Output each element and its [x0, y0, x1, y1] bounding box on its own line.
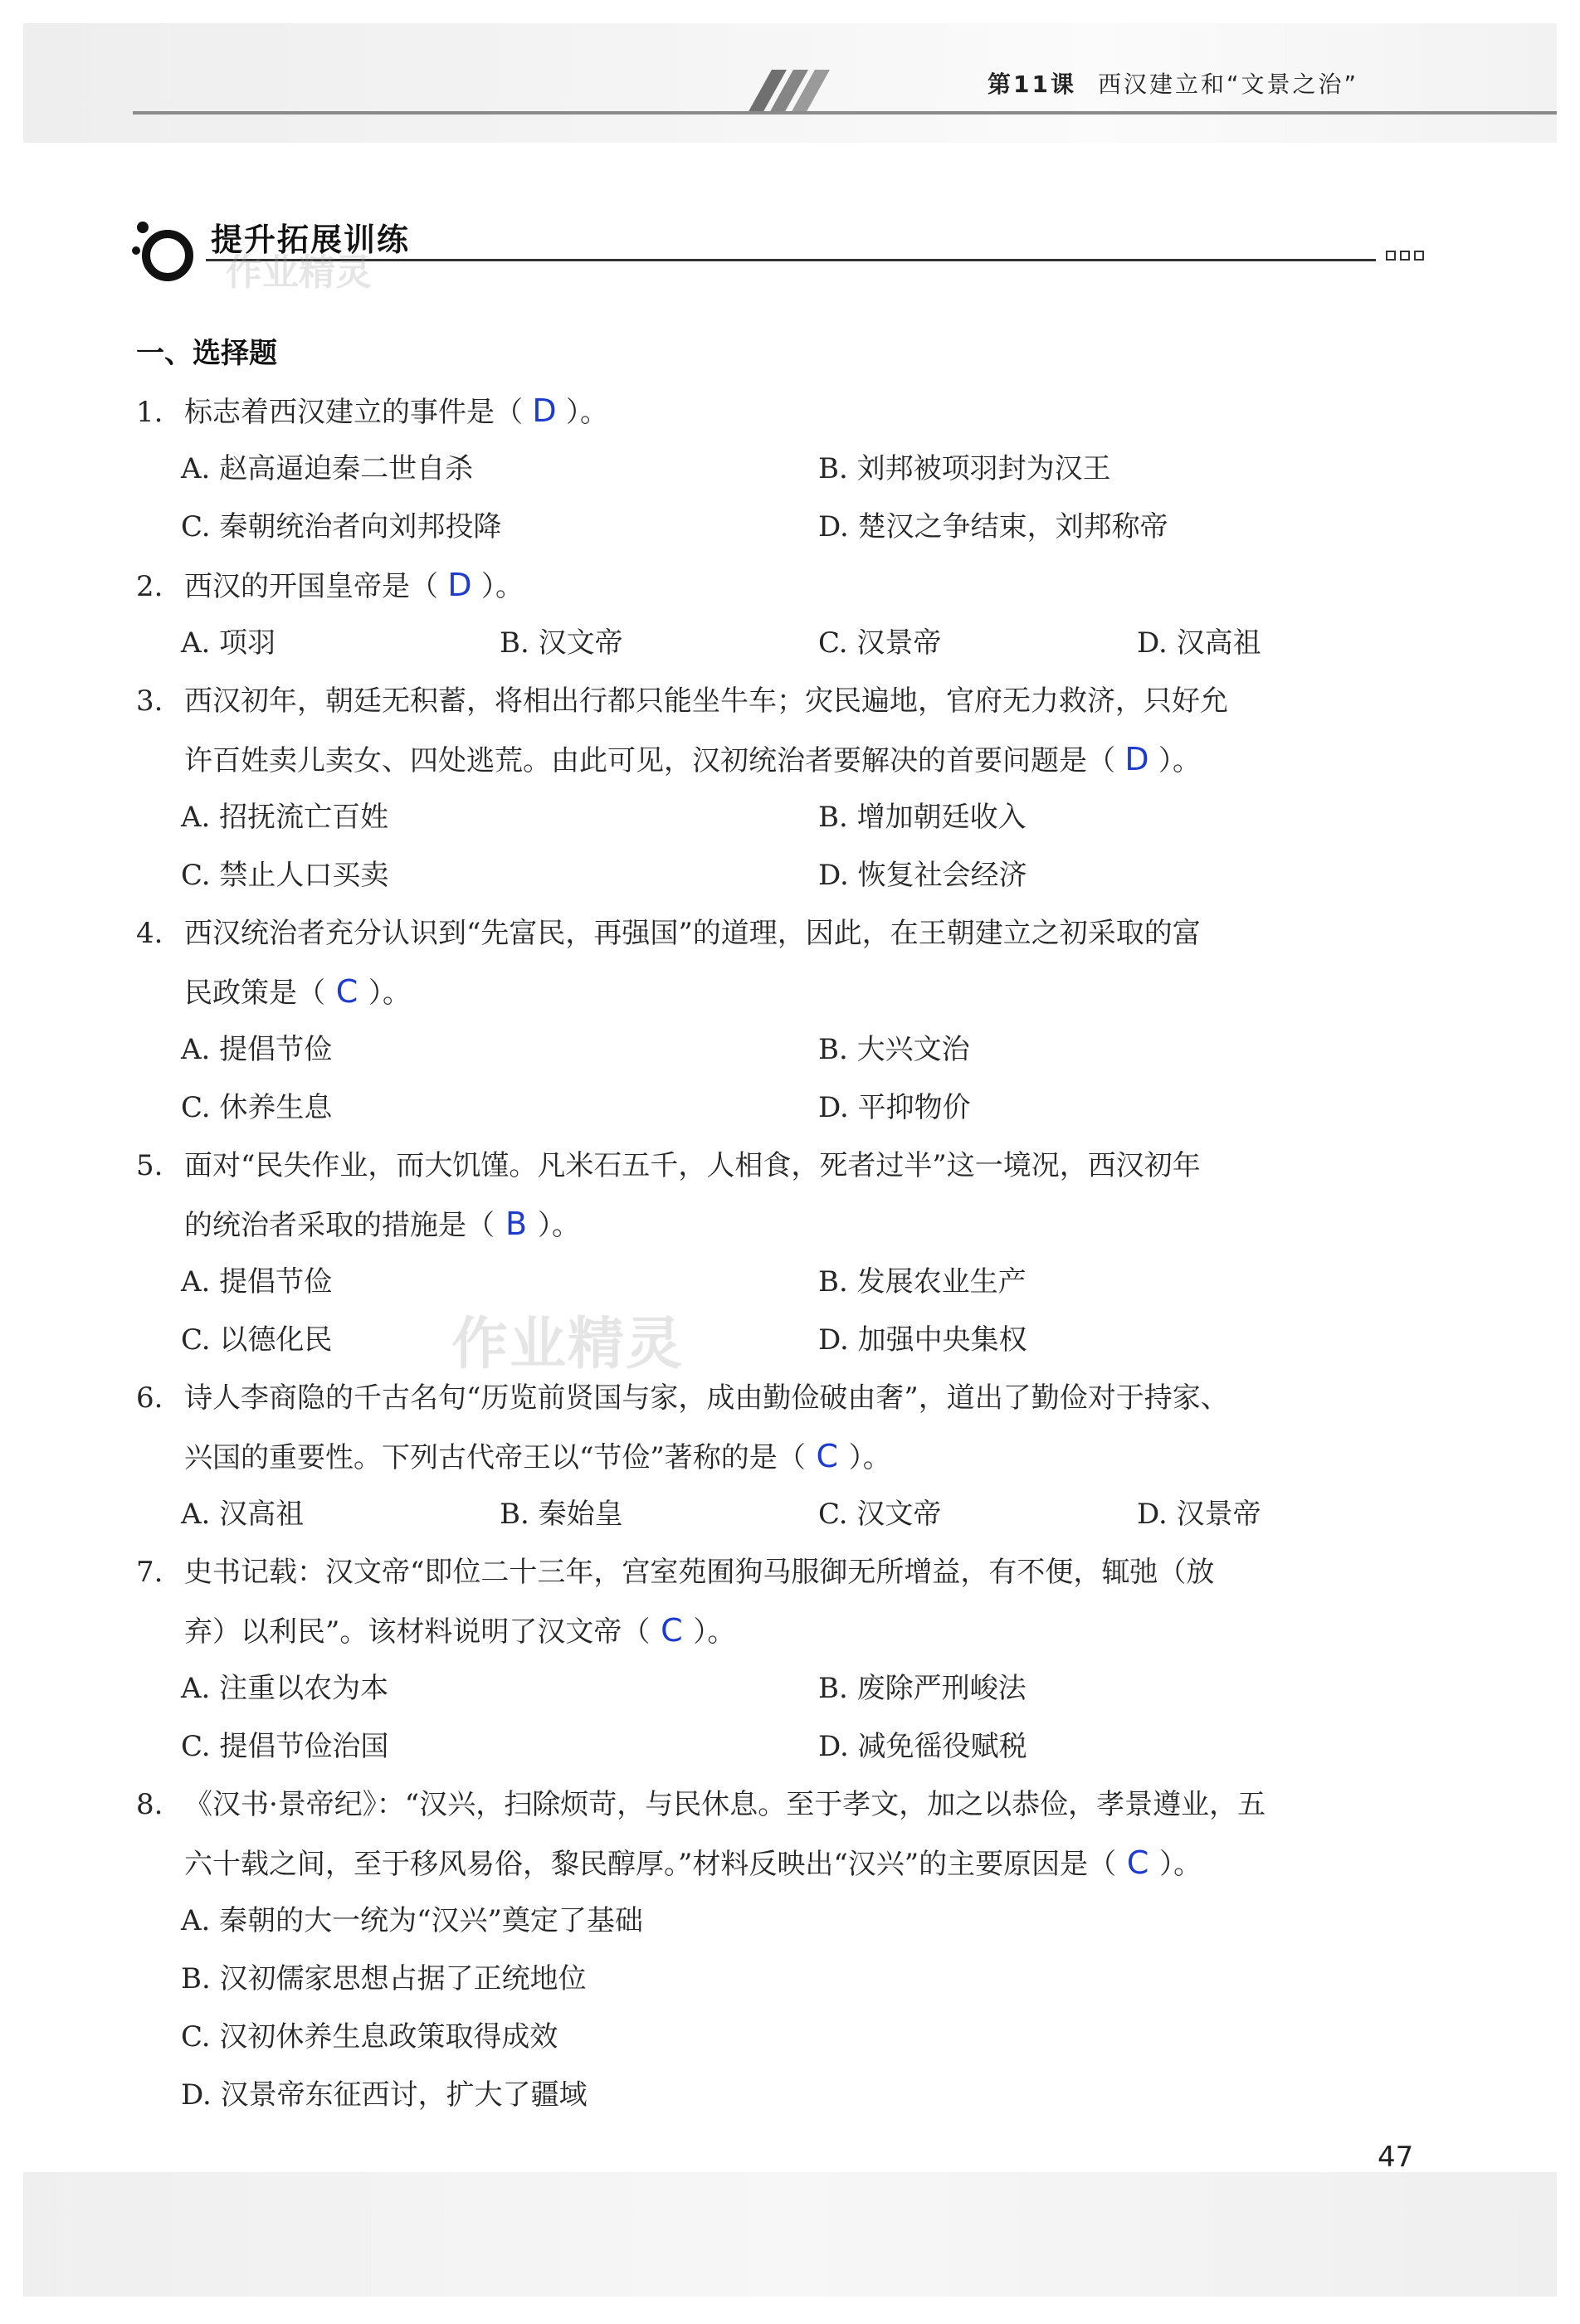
option-a: A. 提倡节俭	[181, 1033, 333, 1066]
question-4	[136, 904, 1456, 1137]
header-rule	[133, 111, 1557, 114]
option-a: A. 秦朝的大一统为“汉兴”奠定了基础	[181, 1904, 643, 1937]
handwritten-answer: C	[1126, 1844, 1149, 1881]
question-number: 4.	[136, 917, 163, 950]
option-b: B. 秦始皇	[500, 1498, 623, 1531]
question-stem-line	[136, 382, 1456, 440]
question-stem-line	[136, 1195, 1456, 1253]
option-d: D. 楚汉之争结束，刘邦称帝	[818, 510, 1168, 543]
handwritten-answer: D	[1124, 741, 1149, 777]
option-c: C. 汉初休养生息政策取得成效	[181, 2020, 558, 2054]
header-title	[988, 66, 1358, 100]
option-d: D. 汉景帝	[1137, 1498, 1261, 1531]
question-stem-text: ）。	[1158, 744, 1201, 777]
question-stem-line	[136, 904, 1456, 962]
options-row	[136, 1485, 1456, 1543]
question-stem-text: ）。	[368, 977, 411, 1010]
question-stem-text: ）。	[1159, 1848, 1202, 1881]
question-stem-text: 面对“民失作业，而大饥馑。凡米石五千，人相食，死者过半”这一境况，西汉初年	[184, 1149, 1201, 1182]
option-c: C. 以德化民	[181, 1323, 333, 1357]
section-logo-icon	[131, 217, 201, 287]
handwritten-answer: C	[335, 973, 358, 1010]
question-stem-text: 诗人李商隐的千古名句“历览前贤国与家，成由勤俭破由奢”，道出了勤俭对于持家、	[184, 1381, 1229, 1415]
question-number: 6.	[136, 1381, 163, 1415]
question-2	[136, 556, 1456, 672]
option-a: A. 招抚流亡百姓	[181, 801, 389, 834]
question-stem-line	[136, 1427, 1456, 1485]
option-d: D. 加强中央集权	[818, 1323, 1027, 1357]
question-stem-text: 西汉初年，朝廷无积蓄，将相出行都只能坐牛车；灾民遍地，官府无力救济，只好允	[184, 685, 1228, 718]
question-list	[136, 329, 1456, 2124]
question-stem-line	[136, 1776, 1456, 1834]
question-number: 2.	[136, 570, 163, 603]
option-a: A. 赵高逼迫秦二世自杀	[181, 452, 474, 485]
question-6	[136, 1369, 1456, 1543]
option-c: C. 休养生息	[181, 1091, 333, 1124]
footer-background	[23, 2172, 1557, 2297]
option-b: B. 发展农业生产	[818, 1265, 1027, 1298]
options-row	[136, 1717, 1456, 1776]
question-stem-line	[136, 556, 1456, 614]
question-stem-text: 弃）以利民”。该材料说明了汉文帝（	[184, 1615, 651, 1649]
options-row	[136, 846, 1456, 904]
question-stem-line	[136, 1369, 1456, 1427]
options-row	[136, 2008, 1456, 2066]
question-stem-text: 西汉统治者充分认识到“先富民，再强国”的道理，因此，在王朝建立之初采取的富	[184, 917, 1201, 950]
question-number: 8.	[136, 1788, 163, 1821]
question-5	[136, 1137, 1456, 1369]
question-1	[136, 382, 1456, 556]
question-stem-line	[136, 672, 1456, 730]
section-rule	[206, 259, 1376, 261]
question-stem-text: 史书记载：汉文帝“即位二十三年，宫室苑囿狗马服御无所增益，有不便，辄弛（放	[184, 1556, 1215, 1589]
section-square-decoration	[1386, 251, 1424, 261]
section-title: 提升拓展训练	[211, 222, 411, 258]
question-3	[136, 672, 1456, 904]
header-slash-decoration	[747, 70, 846, 114]
question-stem-line	[136, 1601, 1456, 1659]
option-d: D. 恢复社会经济	[818, 859, 1027, 892]
option-b: B. 汉初儒家思想占据了正统地位	[181, 1962, 587, 1995]
option-b: B. 废除严刑峻法	[818, 1672, 1027, 1705]
question-8	[136, 1776, 1456, 2124]
question-stem-text: ）。	[848, 1441, 891, 1474]
question-number: 5.	[136, 1149, 163, 1182]
options-row	[136, 440, 1456, 498]
question-stem-text: 的统治者采取的措施是（	[184, 1209, 495, 1242]
option-c: C. 秦朝统治者向刘邦投降	[181, 510, 502, 543]
option-a: A. 项羽	[181, 626, 276, 660]
option-b: B. 刘邦被项羽封为汉王	[818, 452, 1111, 485]
option-d: D. 汉高祖	[1137, 626, 1261, 660]
question-stem-line	[136, 1543, 1456, 1601]
options-row	[136, 1892, 1456, 1950]
handwritten-answer: D	[447, 567, 472, 603]
option-c: C. 汉文帝	[818, 1498, 942, 1531]
handwritten-answer: D	[532, 392, 557, 429]
part-heading: 一、选择题	[136, 337, 277, 370]
option-d: D. 汉景帝东征西讨，扩大了疆域	[181, 2078, 588, 2112]
question-stem-text: ）。	[481, 570, 524, 603]
question-number: 3.	[136, 685, 163, 718]
handwritten-answer: C	[661, 1612, 683, 1649]
options-row	[136, 1021, 1456, 1079]
question-stem-text: ）。	[566, 396, 608, 429]
watermark: 作业精灵	[451, 1312, 685, 1377]
question-7	[136, 1543, 1456, 1776]
question-stem-line	[136, 1137, 1456, 1195]
question-stem-text: 《汉书·景帝纪》：“汉兴，扫除烦苛，与民休息。至于孝文，加之以恭俭，孝景遵业，五	[184, 1788, 1266, 1821]
options-row	[136, 1659, 1456, 1717]
question-number: 1.	[136, 396, 163, 429]
option-c: C. 提倡节俭治国	[181, 1730, 389, 1763]
page-number: 47	[1378, 2141, 1414, 2174]
question-stem-text: 西汉的开国皇帝是（	[184, 570, 438, 603]
question-stem-line	[136, 730, 1456, 788]
question-stem-text: 民政策是（	[184, 977, 325, 1010]
question-stem-text: ）。	[538, 1209, 580, 1242]
options-row	[136, 1079, 1456, 1137]
question-stem-line	[136, 962, 1456, 1021]
handwritten-answer: B	[505, 1206, 528, 1242]
option-a: A. 注重以农为本	[181, 1672, 389, 1705]
option-a: A. 汉高祖	[181, 1498, 305, 1531]
option-b: B. 大兴文治	[818, 1033, 970, 1066]
options-row	[136, 788, 1456, 846]
lesson-title: 西汉建立和“文景之治”	[1097, 71, 1358, 98]
options-row	[136, 614, 1456, 672]
option-b: B. 增加朝廷收入	[818, 801, 1027, 834]
options-row	[136, 1311, 1456, 1369]
options-row	[136, 498, 1456, 556]
option-b: B. 汉文帝	[500, 626, 623, 660]
options-row	[136, 1253, 1456, 1311]
options-row	[136, 2066, 1456, 2124]
question-stem-text: 许百姓卖儿卖女、四处逃荒。由此可见，汉初统治者要解决的首要问题是（	[184, 744, 1115, 777]
question-stem-text: 六十载之间，至于移风易俗，黎民醇厚。”材料反映出“汉兴”的主要原因是（	[184, 1848, 1117, 1881]
handwritten-answer: C	[816, 1438, 839, 1474]
option-c: C. 禁止人口买卖	[181, 859, 389, 892]
question-stem-text: ）。	[693, 1615, 736, 1649]
options-row	[136, 1950, 1456, 2008]
option-a: A. 提倡节俭	[181, 1265, 333, 1298]
question-stem-text: 兴国的重要性。下列古代帝王以“节俭”著称的是（	[184, 1441, 806, 1474]
option-d: D. 减免徭役赋税	[818, 1730, 1027, 1763]
option-d: D. 平抑物价	[818, 1091, 971, 1124]
watermark-faint: 作业精灵	[226, 251, 372, 294]
question-number: 7.	[136, 1556, 163, 1589]
lesson-number: 第11课	[988, 71, 1076, 98]
question-stem-line	[136, 1834, 1456, 1892]
option-c: C. 汉景帝	[818, 626, 942, 660]
question-stem-text: 标志着西汉建立的事件是（	[184, 396, 523, 429]
